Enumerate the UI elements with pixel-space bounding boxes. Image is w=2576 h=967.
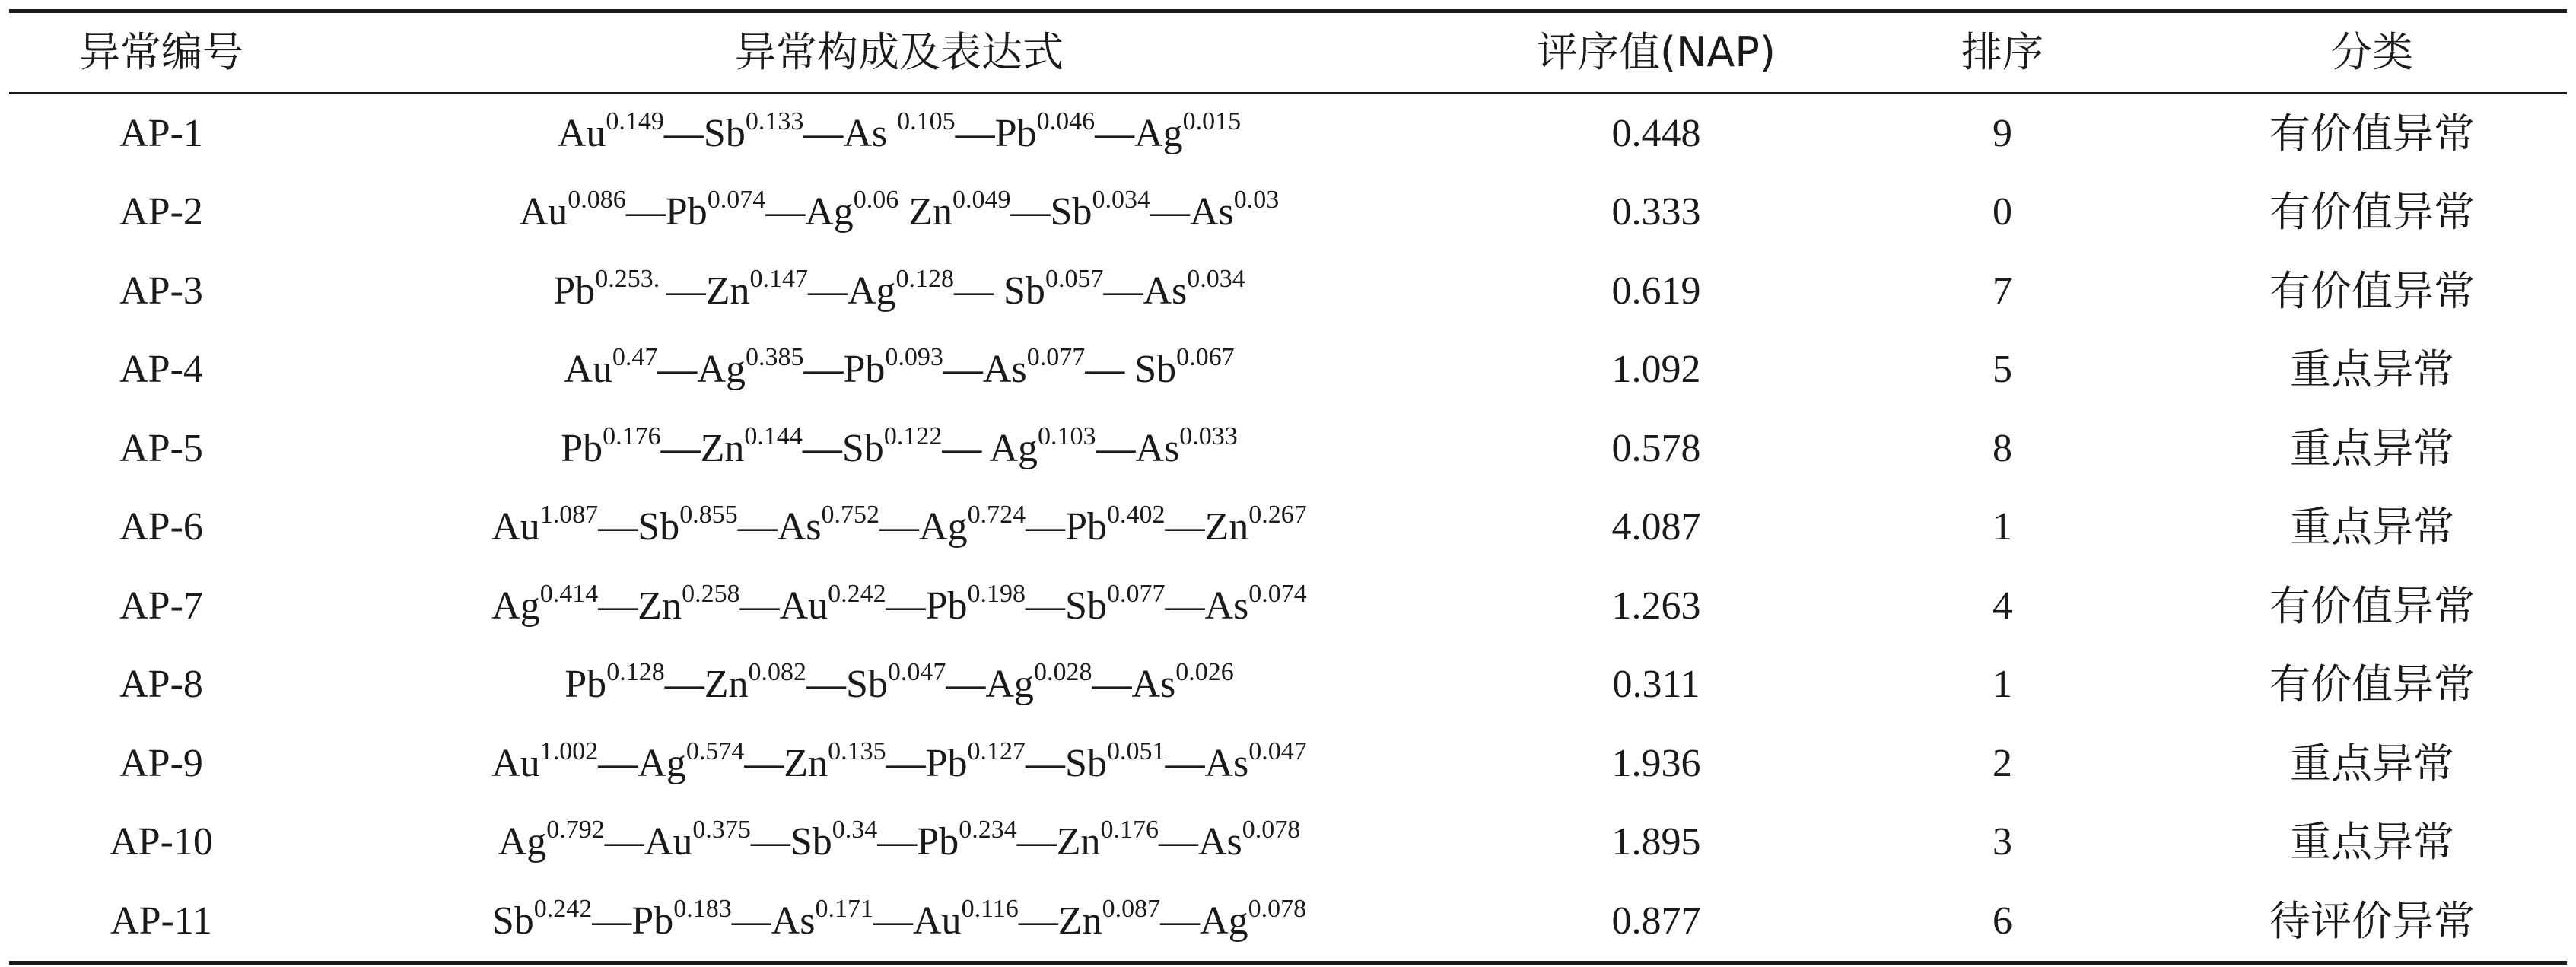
element-symbol: Pb (917, 820, 959, 864)
element-exponent: 0.087 (1102, 894, 1161, 923)
element-symbol: Zn (638, 584, 682, 628)
classification-cell: 有价值异常 (2269, 660, 2475, 709)
table-row (9, 331, 2567, 410)
element-symbol: Ag (1134, 111, 1183, 155)
separator-dash: — (1165, 584, 1205, 628)
element-symbol: Au (491, 505, 540, 549)
separator-dash: — (1095, 111, 1135, 155)
element-exponent: 0.135 (828, 736, 886, 765)
element-exponent: 0.147 (749, 264, 808, 293)
nap-value-cell: 0.448 (1611, 111, 1701, 155)
element-exponent: 0.082 (748, 658, 806, 687)
separator-dash: — (803, 111, 844, 155)
element-exponent: 0.078 (1248, 894, 1307, 923)
element-symbol: As (1189, 190, 1234, 234)
element-exponent: 0.127 (967, 736, 1026, 765)
separator-dash: — (1096, 426, 1136, 470)
separator-dash: — (879, 505, 920, 549)
element-symbol: Au (644, 820, 693, 864)
rank-cell: 3 (1992, 820, 2012, 864)
separator-dash: — (663, 111, 704, 155)
table-row (9, 803, 2567, 883)
element-exponent: 0.47 (612, 343, 658, 372)
separator-dash: — (806, 663, 846, 707)
separator-dash: — (737, 505, 778, 549)
classification-cell: 有价值异常 (2269, 188, 2475, 237)
separator-dash: — (1085, 348, 1125, 392)
element-symbol: Ag (697, 348, 746, 392)
nap-value-cell: 0.877 (1611, 899, 1701, 943)
separator-dash: — (1103, 269, 1143, 313)
table-row (9, 94, 2567, 173)
composition-expression-cell (313, 658, 1485, 707)
element-symbol: Pb (561, 426, 603, 470)
element-exponent: 0.414 (539, 579, 599, 608)
element-symbol: Pb (925, 741, 968, 785)
composition-expression-cell (313, 107, 1485, 155)
element-symbol: Au (557, 111, 606, 155)
element-exponent: 0.028 (1033, 658, 1092, 687)
element-exponent: 1.002 (539, 736, 599, 765)
element-exponent: 0.034 (1092, 186, 1150, 215)
element-exponent: 0.198 (967, 579, 1026, 608)
element-symbol: Sb (1124, 348, 1177, 392)
element-symbol: Au (491, 741, 540, 785)
rank-cell: 6 (1992, 899, 2012, 943)
separator-dash: — (625, 190, 666, 234)
element-symbol: Ag (1200, 899, 1248, 943)
table-header-row (9, 13, 2567, 92)
composition-expression-cell (313, 736, 1485, 785)
element-exponent: 0.574 (685, 736, 745, 765)
table-row (9, 646, 2567, 725)
element-exponent: 0.026 (1175, 658, 1234, 687)
separator-dash: — (1026, 741, 1066, 785)
element-exponent: 0.078 (1242, 816, 1301, 845)
header-composition-expression: 异常构成及表达式 (735, 28, 1064, 76)
rank-cell: 2 (1992, 741, 2012, 785)
element-symbol: Pb (553, 269, 596, 313)
element-symbol: Zn (700, 426, 745, 470)
element-symbol: As (1135, 426, 1180, 470)
separator-dash: — (946, 663, 986, 707)
header-rank: 排序 (1961, 28, 2043, 76)
separator-dash: — (731, 899, 771, 943)
rank-cell: 4 (1992, 584, 2012, 628)
composition-expression-cell (313, 894, 1485, 943)
element-exponent: 0.855 (679, 501, 738, 530)
element-symbol: Pb (1065, 505, 1107, 549)
element-symbol: Pb (665, 190, 708, 234)
separator-dash: — (807, 269, 848, 313)
element-exponent: 0.015 (1182, 107, 1242, 135)
element-symbol: As (1131, 663, 1176, 707)
classification-cell: 待评价异常 (2269, 896, 2475, 945)
element-symbol: Sb (1050, 190, 1092, 234)
anomaly-id-cell: AP-4 (119, 348, 203, 392)
element-symbol: Pb (631, 899, 674, 943)
separator-dash: — (942, 426, 982, 470)
separator-dash: — (592, 899, 632, 943)
element-exponent: 0.375 (692, 816, 751, 845)
element-exponent: 0.067 (1176, 343, 1235, 372)
element-symbol: Au (913, 899, 962, 943)
nap-value-cell: 1.092 (1611, 348, 1701, 392)
element-symbol: Sb (1065, 584, 1107, 628)
separator-dash: — (666, 269, 706, 313)
element-exponent: 0.033 (1179, 421, 1238, 450)
separator-dash: — (1160, 899, 1201, 943)
element-exponent: 0.074 (707, 186, 766, 215)
composition-expression-cell (313, 421, 1485, 470)
separator-dash: — (802, 426, 842, 470)
separator-dash: — (598, 505, 638, 549)
element-exponent: 0.253. (595, 264, 666, 293)
separator-dash: — (943, 348, 983, 392)
table-row (9, 882, 2567, 961)
separator-dash: — (1018, 899, 1058, 943)
element-symbol: Sb (994, 269, 1045, 313)
element-symbol: Sb (1065, 741, 1107, 785)
element-symbol: Sb (638, 505, 680, 549)
separator-dash: — (954, 269, 994, 313)
separator-dash: — (1150, 190, 1190, 234)
header-nap-value: 评序值(NAP) (1536, 28, 1776, 76)
anomaly-id-cell: AP-2 (119, 190, 203, 234)
element-symbol: As (771, 899, 816, 943)
element-exponent: 0.128 (895, 264, 955, 293)
element-exponent: 0.03 (1233, 186, 1280, 215)
rank-cell: 5 (1992, 348, 2012, 392)
table-bottom-rule (9, 961, 2567, 965)
element-symbol: Ag (638, 741, 686, 785)
element-symbol: As (1204, 584, 1249, 628)
classification-cell: 重点异常 (2290, 424, 2454, 472)
element-exponent: 0.267 (1248, 501, 1307, 530)
composition-expression-cell (313, 816, 1485, 864)
element-symbol: Pb (994, 111, 1037, 155)
anomaly-id-cell: AP-9 (119, 741, 203, 785)
classification-cell: 有价值异常 (2269, 109, 2475, 157)
element-exponent: 0.077 (1106, 579, 1166, 608)
separator-dash: — (886, 584, 926, 628)
element-symbol: Sb (491, 899, 534, 943)
element-exponent: 0.051 (1106, 736, 1166, 765)
element-exponent: 0.149 (606, 107, 664, 135)
element-symbol: Zn (1056, 820, 1101, 864)
element-exponent: 1.087 (539, 501, 599, 530)
nap-value-cell: 1.263 (1611, 584, 1701, 628)
element-symbol: As (1197, 820, 1242, 864)
element-symbol: Zn (1204, 505, 1249, 549)
table-row (9, 252, 2567, 331)
element-exponent: 0.242 (828, 579, 886, 608)
element-exponent: 0.057 (1045, 264, 1104, 293)
element-exponent: 0.234 (959, 816, 1017, 845)
classification-cell: 有价值异常 (2269, 581, 2475, 630)
classification-cell: 重点异常 (2290, 503, 2454, 552)
element-exponent: 0.402 (1107, 501, 1166, 530)
anomaly-id-cell: AP-5 (119, 426, 203, 470)
element-exponent: 0.093 (885, 343, 943, 372)
anomaly-id-cell: AP-6 (119, 505, 203, 549)
separator-dash: — (877, 820, 918, 864)
separator-dash: — (1158, 820, 1198, 864)
rank-cell: 1 (1992, 505, 2012, 549)
separator-dash: — (1165, 505, 1205, 549)
separator-dash: — (660, 426, 701, 470)
element-symbol: Sb (845, 663, 888, 707)
separator-dash: — (598, 584, 638, 628)
separator-dash: — (750, 820, 790, 864)
separator-dash: — (1092, 663, 1132, 707)
anomaly-id-cell: AP-1 (119, 111, 203, 155)
separator-dash: — (803, 348, 844, 392)
nap-value-cell: 1.895 (1611, 820, 1701, 864)
separator-dash: — (1026, 584, 1066, 628)
header-anomaly-id: 异常编号 (79, 28, 243, 76)
table-body (9, 94, 2567, 961)
anomaly-id-cell: AP-3 (119, 269, 203, 313)
separator-dash: — (739, 584, 780, 628)
element-exponent: 0.046 (1036, 107, 1096, 135)
element-symbol: As (1204, 741, 1249, 785)
element-symbol: Pb (843, 348, 886, 392)
composition-expression-cell (313, 579, 1485, 628)
element-symbol: Zn (898, 190, 953, 234)
element-exponent: 0.792 (546, 816, 605, 845)
rank-cell: 9 (1992, 111, 2012, 155)
element-exponent: 0.242 (533, 894, 593, 923)
element-exponent: 0.116 (961, 894, 1019, 923)
separator-dash: — (604, 820, 644, 864)
element-exponent: 0.176 (603, 421, 661, 450)
element-exponent: 0.049 (952, 186, 1011, 215)
separator-dash: — (1026, 505, 1066, 549)
separator-dash: — (1010, 190, 1051, 234)
separator-dash: — (1165, 741, 1205, 785)
anomaly-table (9, 9, 2567, 965)
rank-cell: 8 (1992, 426, 2012, 470)
nap-value-cell: 1.936 (1611, 741, 1701, 785)
element-exponent: 0.183 (673, 894, 732, 923)
anomaly-id-cell: AP-7 (119, 584, 203, 628)
separator-dash: — (664, 663, 704, 707)
element-exponent: 0.385 (745, 343, 804, 372)
element-symbol: Zn (705, 269, 750, 313)
classification-cell: 重点异常 (2290, 345, 2454, 394)
composition-expression-cell (313, 186, 1485, 234)
nap-value-cell: 4.087 (1611, 505, 1701, 549)
element-exponent: 0.133 (745, 107, 804, 135)
table-row (9, 724, 2567, 803)
element-exponent: 0.724 (967, 501, 1026, 530)
element-symbol: Ag (805, 190, 854, 234)
element-exponent: 0.122 (883, 421, 943, 450)
element-exponent: 0.077 (1026, 343, 1086, 372)
classification-cell: 有价值异常 (2269, 266, 2475, 315)
separator-dash: — (657, 348, 698, 392)
composition-expression-cell (313, 264, 1485, 313)
composition-expression-cell (313, 501, 1485, 549)
nap-value-cell: 0.619 (1611, 269, 1701, 313)
separator-dash: — (598, 741, 638, 785)
element-symbol: Sb (703, 111, 746, 155)
element-symbol: As (1143, 269, 1188, 313)
anomaly-id-cell: AP-11 (110, 899, 212, 943)
element-symbol: Sb (841, 426, 884, 470)
nap-value-cell: 0.311 (1612, 663, 1700, 707)
rank-cell: 1 (1992, 663, 2012, 707)
separator-dash: — (873, 899, 913, 943)
rank-cell: 0 (1992, 190, 2012, 234)
classification-cell: 重点异常 (2290, 818, 2454, 867)
rank-cell: 7 (1992, 269, 2012, 313)
table-row (9, 488, 2567, 568)
element-symbol: Ag (919, 505, 968, 549)
element-symbol: Au (564, 348, 612, 392)
element-exponent: 0.258 (682, 579, 740, 608)
element-symbol: Zn (1057, 899, 1102, 943)
element-symbol: As (843, 111, 898, 155)
separator-dash: — (955, 111, 995, 155)
element-symbol: Ag (981, 426, 1038, 470)
nap-value-cell: 0.578 (1611, 426, 1701, 470)
element-exponent: 0.752 (821, 501, 880, 530)
element-exponent: 0.034 (1187, 264, 1245, 293)
element-symbol: As (777, 505, 822, 549)
header-classification: 分类 (2331, 28, 2413, 76)
element-exponent: 0.128 (606, 658, 665, 687)
table-row (9, 567, 2567, 646)
element-symbol: Pb (925, 584, 968, 628)
element-symbol: Ag (498, 820, 547, 864)
element-symbol: Zn (784, 741, 828, 785)
element-exponent: 0.103 (1038, 421, 1096, 450)
anomaly-id-cell: AP-8 (119, 663, 203, 707)
element-exponent: 0.086 (568, 186, 626, 215)
element-exponent: 0.047 (1248, 736, 1307, 765)
separator-dash: — (744, 741, 784, 785)
element-symbol: Au (779, 584, 828, 628)
table-row (9, 173, 2567, 253)
element-exponent: 0.074 (1248, 579, 1307, 608)
element-symbol: Zn (704, 663, 749, 707)
element-exponent: 0.34 (832, 816, 878, 845)
nap-value-cell: 0.333 (1611, 190, 1701, 234)
element-exponent: 0.105 (897, 107, 956, 135)
element-symbol: Sb (790, 820, 832, 864)
element-symbol: Ag (847, 269, 896, 313)
classification-cell: 重点异常 (2290, 739, 2454, 787)
composition-expression-cell (313, 343, 1485, 392)
element-symbol: Ag (985, 663, 1034, 707)
element-exponent: 0.06 (853, 186, 899, 215)
element-symbol: Ag (491, 584, 540, 628)
separator-dash: — (765, 190, 806, 234)
separator-dash: — (1016, 820, 1057, 864)
element-symbol: Au (519, 190, 568, 234)
anomaly-id-cell: AP-10 (110, 820, 213, 864)
element-exponent: 0.176 (1100, 816, 1159, 845)
element-symbol: As (982, 348, 1027, 392)
element-exponent: 0.047 (887, 658, 946, 687)
table-row (9, 409, 2567, 488)
element-exponent: 0.171 (815, 894, 873, 923)
separator-dash: — (886, 741, 926, 785)
element-symbol: Pb (564, 663, 607, 707)
element-exponent: 0.144 (744, 421, 803, 450)
